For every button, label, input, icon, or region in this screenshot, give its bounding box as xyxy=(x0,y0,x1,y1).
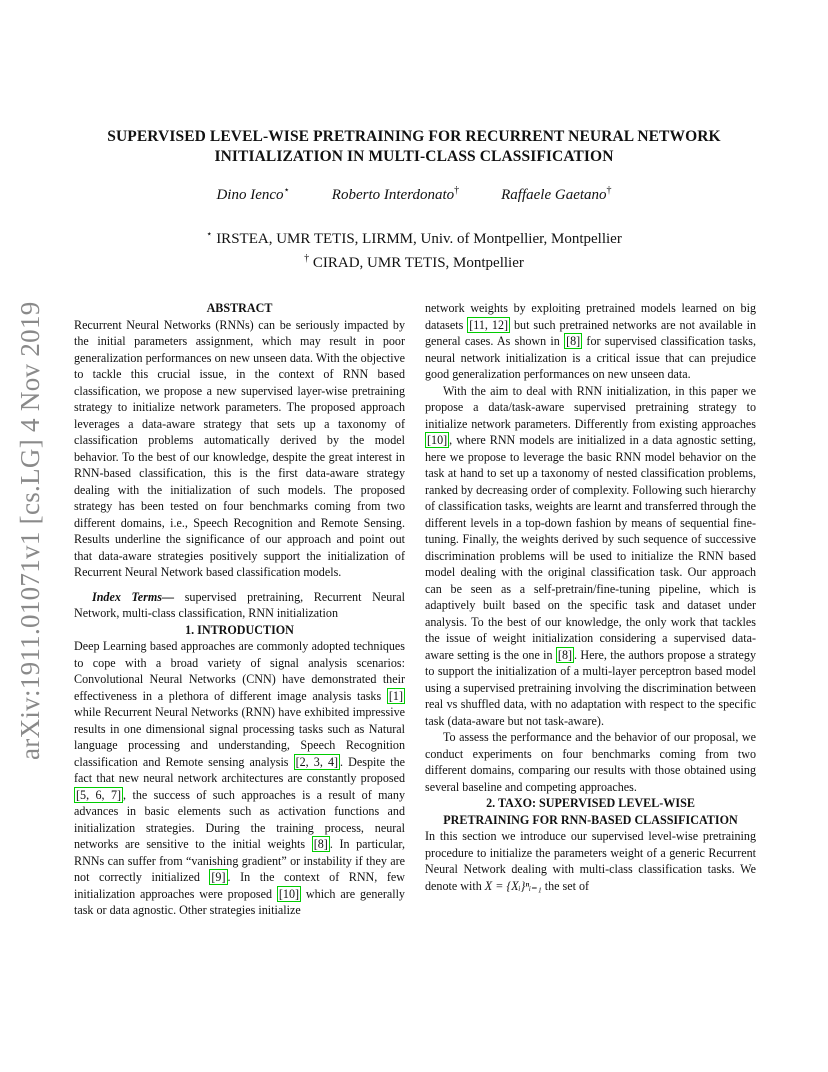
right-column xyxy=(425,300,756,894)
citation-link[interactable]: [5, 6, 7] xyxy=(76,787,122,802)
author: Roberto Interdonato† xyxy=(331,185,460,203)
citation-link[interactable]: [10] xyxy=(427,433,448,447)
citation-link[interactable]: [10] xyxy=(278,886,300,901)
citation-link[interactable]: [8] xyxy=(557,647,573,662)
paper-title xyxy=(80,127,748,167)
title-line-2: INITIALIZATION IN MULTI-CLASS CLASSIFICATION xyxy=(214,148,614,165)
citation-link[interactable]: [8] xyxy=(313,837,328,851)
abstract-text: Recurrent Neural Networks (RNNs) can be seriously impacted by the initial parameters assignment, which may result in poor generalization performances on new unseen data. With the objective to tackle this crucial issue, in the context of RNN based classification, we propose a new supervised layer-wise pretraining strategy to initialize network parameters. The proposed approach leverages a data-aware strategy that sets up a taxonomy of classification problems automatically derived by the model behavior. To the best of our knowledge, despite the great interest in RNN-based classification, this is the first data-aware strategy dealing with the initialization of such models. The proposed strategy has been tested on four benchmarks coming from two different domains, i.e., Speech Recognition and Remote Sensing. Results underline the significance of our approach and point out that data-aware strategies positively support the initialization of Recurrent Neural Network based classification models. xyxy=(74,317,405,579)
author-list xyxy=(80,185,748,204)
index-terms-label: Index Terms— xyxy=(92,589,175,604)
citation-link[interactable]: [9] xyxy=(211,870,226,884)
intro-paragraph-1-continued: network weights by exploiting pretrained models learned on big datasets [11, 12] but such pretrained networks are not available in general cases. As shown in [8] for supervised classification tasks, neural network initialization is a critical issue that can prejudice good generalization performances on new unseen data. xyxy=(425,301,756,381)
abstract-heading: ABSTRACT xyxy=(206,301,273,315)
affiliation: † CIRAD, UMR TETIS, Montpellier xyxy=(304,253,524,271)
citation-link[interactable]: [8] xyxy=(566,334,581,348)
index-terms: Index Terms— supervised pretraining, Recurrent Neural Network, multi-class classification, RNN initialization xyxy=(74,589,405,620)
arxiv-identifier: arXiv:1911.01071v1 [cs.LG] 4 Nov 2019 xyxy=(15,301,45,760)
author: Dino Ienco⋆ xyxy=(216,185,290,203)
citation-link[interactable]: [2, 3, 4] xyxy=(295,754,339,769)
intro-paragraph-2: With the aim to deal with RNN initialization, in this paper we propose a data/task-aware supervised pretraining strategy to initialize network parameters. Differently from existing approaches [10] , where RNN models are initialized in a data agnostic setting, here we propose to leverage the basic RNN model behavior on the task at hand to set up a taxonomy of nested classification problems, ranked by decreasing order of complexity. Following such hierarchy of classification tasks, weights are learnt and transferred through the different levels in a top-down fashion by means of sequential fine-tuning. Finally, the weights derived by such sequence of successive discrimination problems will be used to initialize the RNN based model dealing with the original classification task. Our approach can be seen as a self-pretrain/fine-tuning pipeline, which is adaptively built based on the specific task and dataset under analysis. To the best of our knowledge, the only work that tackles the issue of weight initialization considering a supervised data-aware setting is the one in [8] . Here, the authors propose a strategy to support the initialization of a multi-layer perceptron based model using a supervised pretraining involving the discrimination between real vs shuffled data, with no adaptation with respect to the specific task (data-aware but not task-aware). xyxy=(425,383,756,728)
citation-link[interactable]: [11, 12] xyxy=(469,317,509,332)
title-line-1: SUPERVISED LEVEL-WISE PRETRAINING FOR RECURRENT NEURAL NETWORK xyxy=(107,128,721,145)
affiliation: ⋆ IRSTEA, UMR TETIS, LIRMM, Univ. of Montpellier, Montpellier xyxy=(206,229,622,247)
intro-paragraph-1: Deep Learning based approaches are commonly adopted techniques to cope with a broad variety of signal analysis scenarios: Convolutional Neural Networks (CNN) have demonstrated their effectiveness in a plethora of different image analysis tasks [1] while Recurrent Neural Networks (RNN) have exhibited impressive results in one dimensional signal processing tasks such as Natural language processing and understanding, Speech Recognition classification and Remote sensing analysis [2, 3, 4] . Despite the fact that new neural network architectures are constantly proposed [5, 6, 7] , the success of such approaches is a result of many advances in basic elements such as activation functions and initialization strategies. During the training process, neural networks are sensitive to the initial weights [8] . In particular, RNNs can suffer from “vanishing gradient” or instability if they are not correctly initialized [9] . In the context of RNN, few initialization approaches were proposed [10] which are generally task or data agnostic. Other strategies initialize xyxy=(74,639,405,917)
math-expression: X = {Xᵢ}ⁿᵢ₌₁ xyxy=(484,878,542,893)
left-column xyxy=(74,300,405,919)
arxiv-stamp xyxy=(10,290,50,760)
taxo-paragraph: In this section we introduce our supervised level-wise pretraining procedure to initialize the parameters weight of a generic Recurrent Neural Network dealing with multi-class classification tasks. We denote with X = {Xᵢ}ⁿᵢ₌₁ the set of xyxy=(425,829,756,893)
citation-link[interactable]: [1] xyxy=(388,688,403,703)
taxo-heading: 2. TAXO: SUPERVISED LEVEL-WISE PRETRAINING FOR RNN-BASED CLASSIFICATION xyxy=(443,796,738,827)
intro-paragraph-3: To assess the performance and the behavior of our proposal, we conduct experiments on four benchmarks coming from two different domains, comparing our results with those obtained using several baseline and competing approaches. xyxy=(425,730,756,794)
affiliations xyxy=(80,225,748,273)
author: Raffaele Gaetano† xyxy=(501,185,612,203)
intro-heading: 1. INTRODUCTION xyxy=(185,622,294,637)
